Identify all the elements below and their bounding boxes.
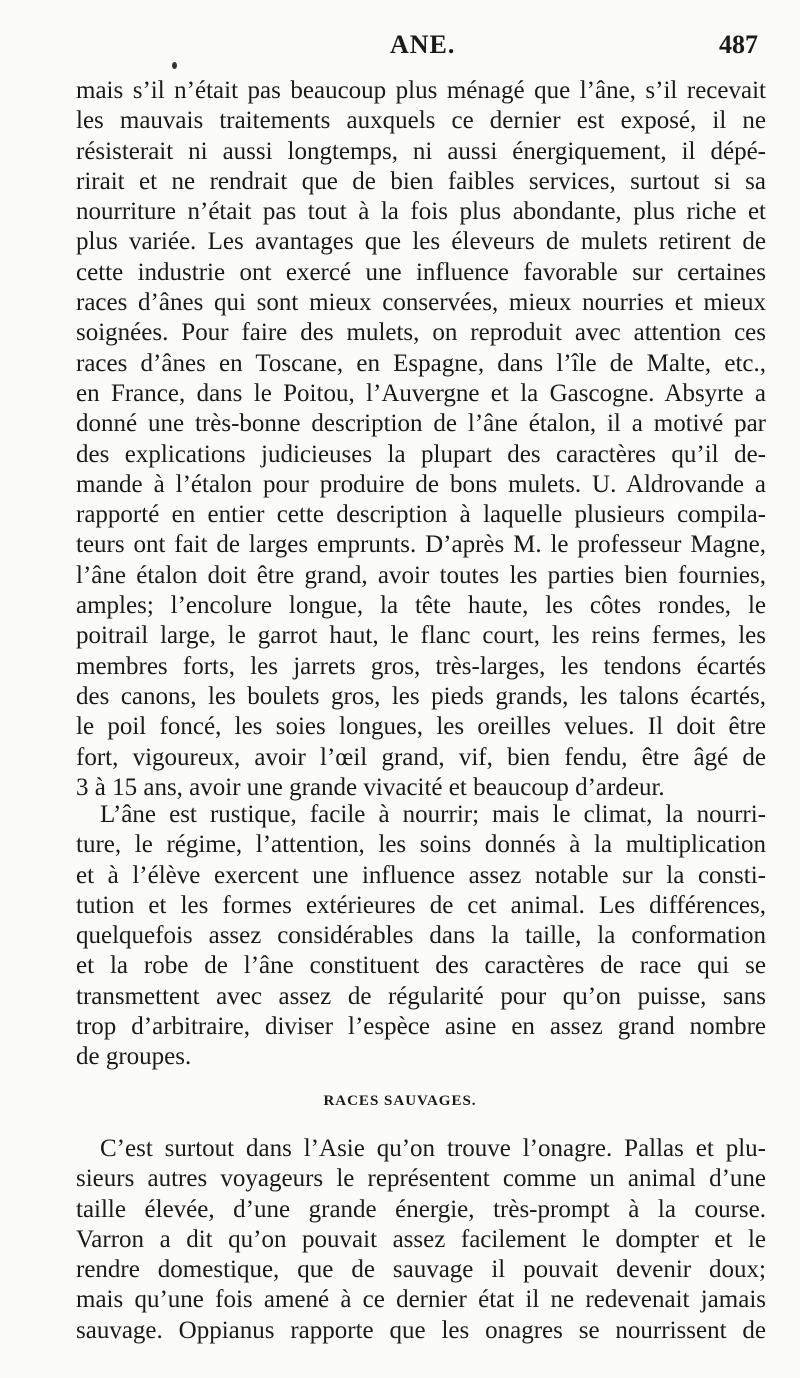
text-line: ture, le régime, l’attention, les soins donnés à la multiplication	[76, 831, 766, 859]
text-line: cette industrie ont exercé une influence favorable sur certaines	[76, 258, 766, 286]
text-line: mais s’il n’était pas beaucoup plus ménagé que l’âne, s’il recevait	[76, 77, 766, 104]
text-line: transmettent avec assez de régularité pour qu’on puisse, sans	[76, 982, 766, 1010]
text-line: soignées. Pour faire des mulets, on reproduit avec attention ces	[76, 319, 766, 347]
text-line: sieurs autres voyageurs le représentent comme un animal d’une	[76, 1165, 766, 1193]
text-line: nourriture n’était pas tout à la fois plus abondante, plus riche et	[76, 198, 766, 226]
text-line: membres forts, les jarrets gros, très-larges, les tendons écartés	[76, 652, 766, 680]
text-line: et la robe de l’âne constituent des caractères de race qui se	[76, 952, 766, 980]
paragraph-2	[76, 800, 766, 1073]
text-line: sauvage. Oppianus rapporte que les onagres se nourrissent de	[76, 1316, 766, 1344]
text-line: de groupes.	[76, 1043, 192, 1071]
section-heading: RACES SAUVAGES.	[323, 1093, 477, 1109]
text-line: tution et les formes extérieures de cet animal. Les différences,	[76, 891, 766, 919]
text-line: Varron a dit qu’on pouvait assez facilement le dompter et le	[76, 1225, 766, 1253]
text-line: et à l’élève exercent une influence assez notable sur la consti-	[76, 861, 766, 889]
text-line: mande à l’étalon pour produire de bons mulets. U. Aldrovande a	[76, 470, 766, 498]
text-line: des explications judicieuses la plupart des caractères qu’il de-	[76, 440, 766, 468]
text-line: 3 à 15 ans, avoir une grande vivacité et beaucoup d’ardeur.	[76, 773, 665, 801]
text-line: plus variée. Les avantages que les éleveurs de mulets retirent de	[76, 228, 766, 256]
text-line: mais qu’une fois amené à ce dernier état il ne redevenait jamais	[76, 1286, 766, 1314]
text-line: amples; l’encolure longue, la tête haute, les côtes rondes, le	[76, 592, 766, 620]
text-line: le poil foncé, les soies longues, les oreilles velues. Il doit être	[76, 713, 766, 741]
paragraph-1	[76, 76, 766, 803]
text-line: L’âne est rustique, facile à nourrir; mais le climat, la nourri-	[100, 801, 766, 828]
text-line: en France, dans le Poitou, l’Auvergne et la Gascogne. Absyrte a	[76, 379, 766, 407]
text-line: l’âne étalon doit être grand, avoir toutes les parties bien fournies,	[76, 561, 766, 589]
text-line: fort, vigoureux, avoir l’œil grand, vif, bien fendu, être âgé de	[76, 743, 766, 771]
text-line: rirait et ne rendrait que de bien faibles services, surtout si sa	[76, 167, 766, 195]
text-line: rapporté en entier cette description à laquelle plusieurs compila-	[76, 501, 766, 529]
running-head	[0, 30, 800, 64]
text-line: des canons, les boulets gros, les pieds grands, les talons écartés,	[76, 682, 766, 710]
page-number: 487	[719, 30, 758, 59]
running-head-title: ANE.	[390, 30, 456, 59]
text-line: taille élevée, d’une grande énergie, très-prompt à la course.	[76, 1195, 766, 1223]
text-line: races d’ânes qui sont mieux conservées, mieux nourries et mieux	[76, 289, 766, 317]
text-line: donné une très-bonne description de l’âne étalon, il a motivé par	[76, 410, 766, 438]
text-line: quelquefois assez considérables dans la taille, la conformation	[76, 922, 766, 950]
paragraph-3	[76, 1134, 766, 1346]
text-line: poitrail large, le garrot haut, le flanc court, les reins fermes, les	[76, 622, 766, 650]
text-line: C’est surtout dans l’Asie qu’on trouve l’onagre. Pallas et plu-	[100, 1135, 766, 1162]
ink-speck	[172, 62, 177, 69]
text-line: trop d’arbitraire, diviser l’espèce asine en assez grand nombre	[76, 1013, 766, 1041]
text-line: races d’ânes en Toscane, en Espagne, dans l’île de Malte, etc.,	[76, 349, 766, 377]
text-line: les mauvais traitements auxquels ce dernier est exposé, il ne	[76, 107, 766, 135]
text-line: résisterait ni aussi longtemps, ni aussi énergiquement, il dépé-	[76, 137, 766, 165]
text-line: rendre domestique, que de sauvage il pouvait devenir doux;	[76, 1256, 766, 1284]
text-line: teurs ont fait de larges emprunts. D’après M. le professeur Magne,	[76, 531, 766, 559]
